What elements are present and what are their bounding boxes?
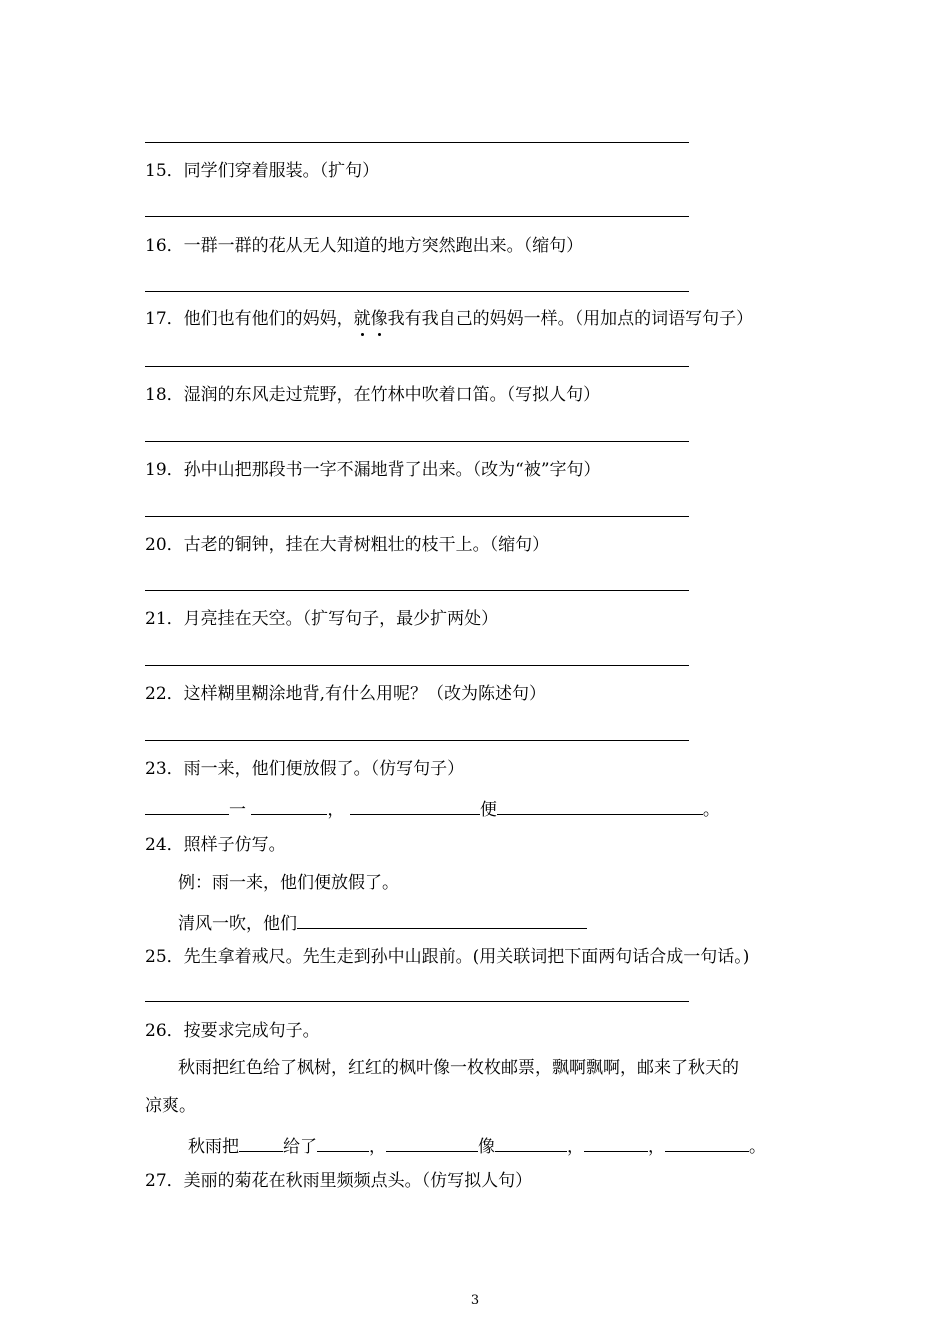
answer-line [145,590,689,591]
question-26: 26．按要求完成句子。 [145,1021,320,1041]
question-22: 22．这样糊里糊涂地背,有什么用呢？（改为陈述句） [145,684,547,704]
fill-blank[interactable] [297,910,587,929]
question-26-fill-line: 秋雨把 给了 ， 像 ， ， 。 [188,1133,766,1158]
fill-blank[interactable] [584,1133,648,1152]
question-26-text-cont: 凉爽。 [145,1096,196,1116]
answer-line [145,142,689,143]
answer-line [145,740,689,741]
fill-blank[interactable] [239,1133,283,1152]
question-27: 27．美丽的菊花在秋雨里频频点头。（仿写拟人句） [145,1171,533,1191]
dotted-words [354,309,388,329]
fill-blank[interactable] [317,1133,369,1152]
answer-line [145,441,689,442]
question-17 [145,308,753,330]
page-number: 3 [470,1293,480,1308]
dotted-char: 像 [370,309,388,329]
question-25: 25．先生拿着戒尺。先生走到孙中山跟前。(用关联词把下面两句话合成一句话。) [145,947,750,967]
question-17-part-a: 17．他们也有他们的妈妈， [145,309,354,329]
fill-blank[interactable] [495,1133,567,1152]
question-24: 24．照样子仿写。 [145,835,286,855]
dotted-char: 就 [353,309,371,329]
answer-line [145,366,689,367]
fill-blank[interactable] [251,796,327,815]
answer-line [145,216,689,217]
fill-blank[interactable] [665,1133,749,1152]
answer-line [145,1001,689,1002]
question-23-fill-line: 一 ， 便 。 [145,796,720,821]
question-16: 16．一群一群的花从无人知道的地方突然跑出来。（缩句） [145,236,584,256]
question-21: 21．月亮挂在天空。（扩写句子，最少扩两处） [145,609,499,629]
fill-blank[interactable] [350,796,480,815]
question-19: 19．孙中山把那段书一字不漏地背了出来。（改为“被”字句） [145,460,601,480]
answer-line [145,516,689,517]
question-20: 20．古老的铜钟，挂在大青树粗壮的枝干上。（缩句） [145,535,550,555]
question-15: 15．同学们穿着服装。（扩句） [145,161,380,181]
fill-blank[interactable] [145,796,229,815]
question-24-example: 例：雨一来，他们便放假了。 [178,873,399,893]
question-24-prompt: 清风一吹，他们 [178,910,587,935]
question-17-part-c: 我有我自己的妈妈一样。（用加点的词语写句子） [387,309,754,329]
fill-blank[interactable] [386,1133,478,1152]
question-18: 18．湿润的东风走过荒野，在竹林中吹着口笛。（写拟人句） [145,385,601,405]
question-26-text: 秋雨把红色给了枫树，红红的枫叶像一枚枚邮票，飘啊飘啊，邮来了秋天的 [178,1058,739,1078]
fill-blank[interactable] [497,796,703,815]
question-23: 23．雨一来，他们便放假了。（仿写句子） [145,759,465,779]
answer-line [145,291,689,292]
answer-line [145,665,689,666]
